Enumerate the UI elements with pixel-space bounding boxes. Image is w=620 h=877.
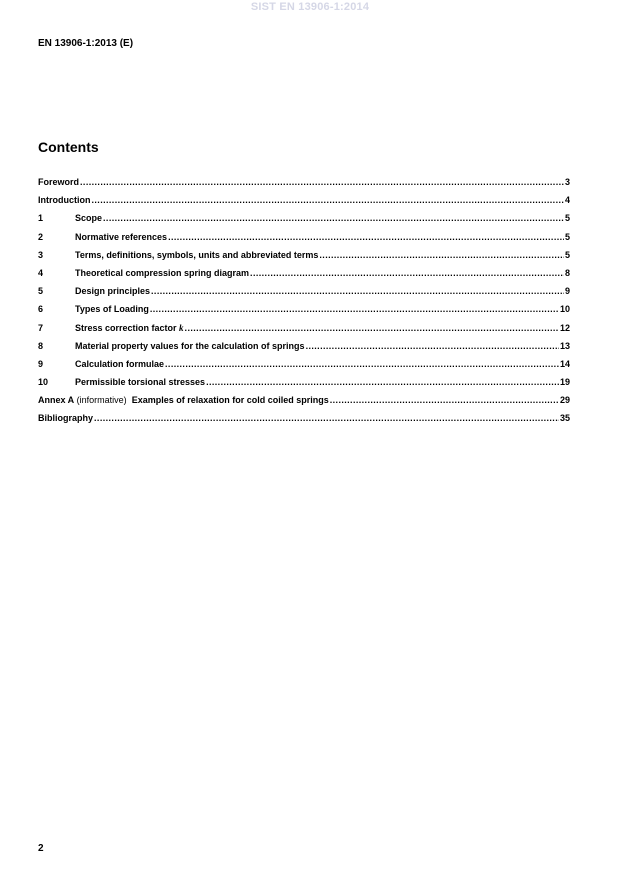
toc-entry-permissible-torsional-stresses[interactable]: [38, 375, 570, 393]
toc-page-number: 9: [564, 286, 570, 297]
toc-entry-stress-correction-factor[interactable]: [38, 321, 570, 339]
toc-entry-introduction[interactable]: [38, 193, 570, 211]
toc-dot-leader: [80, 175, 564, 189]
toc-dot-leader: [306, 339, 559, 353]
toc-page-number: 4: [564, 195, 570, 206]
toc-page-number: 5: [564, 231, 570, 242]
toc-dot-leader: [168, 230, 564, 244]
toc-section-number: 5: [38, 286, 44, 297]
toc-dot-leader: [94, 411, 559, 425]
toc-section-number: 2: [38, 231, 44, 242]
toc-entry-title: Material property values for the calculation of springs: [75, 340, 305, 351]
toc-section-number: 3: [38, 249, 44, 260]
toc-page-number: 35: [559, 413, 570, 424]
toc-page-number: 10: [559, 304, 570, 315]
toc-section-number: 9: [38, 358, 44, 369]
toc-page-number: 12: [559, 322, 570, 333]
toc-dot-leader: [165, 357, 559, 371]
toc-dot-leader: [103, 211, 564, 225]
toc-page-number: 5: [564, 249, 570, 260]
toc-section-number: 8: [38, 340, 44, 351]
toc-section-number: 6: [38, 304, 44, 315]
toc-page-number: 14: [559, 358, 570, 369]
toc-entry-subtitle: Examples of relaxation for cold coiled springs: [131, 395, 329, 406]
toc-page-number: 19: [559, 377, 570, 388]
toc-entry-foreword[interactable]: [38, 175, 570, 193]
toc-entry-title: Design principles: [75, 286, 151, 297]
toc-page-number: 8: [564, 267, 570, 278]
toc-entry-scope[interactable]: [38, 211, 570, 229]
toc-page-number: 29: [559, 395, 570, 406]
toc-dot-leader: [206, 375, 559, 389]
toc-entry-title: Theoretical compression spring diagram: [75, 267, 250, 278]
toc-dot-leader: [330, 393, 559, 407]
toc-entry-normative-references[interactable]: [38, 230, 570, 248]
toc-entry-title: Stress correction factor: [75, 322, 180, 333]
toc-entry-title: Scope: [75, 213, 103, 224]
toc-section-number: 10: [38, 377, 49, 388]
toc-entry-spring-diagram[interactable]: [38, 266, 570, 284]
toc-entry-title-wrapper: [38, 393, 329, 407]
toc-entry-title-wrapper: [75, 321, 184, 335]
toc-entry-calculation-formulae[interactable]: [38, 357, 570, 375]
toc-page-number: 5: [564, 213, 570, 224]
toc-dot-leader: [150, 302, 559, 316]
toc-entry-title: Terms, definitions, symbols, units and abbreviated terms: [75, 249, 319, 260]
toc-entry-title: Calculation formulae: [75, 358, 165, 369]
document-identifier: EN 13906-1:2013 (E): [38, 38, 134, 49]
toc-dot-leader: [185, 321, 559, 335]
page-number: 2: [38, 843, 44, 854]
toc-entry-title: Introduction: [38, 195, 91, 206]
contents-heading: Contents: [38, 139, 99, 155]
toc-entry-title: Foreword: [38, 177, 80, 187]
toc-dot-leader: [250, 266, 564, 280]
toc-page-number: 3: [564, 177, 570, 187]
toc-entry-title: Bibliography: [38, 413, 94, 424]
watermark: SIST EN 13906-1:2014: [250, 1, 370, 13]
toc-entry-bibliography[interactable]: [38, 411, 570, 429]
toc-entry-qualifier: (informative): [74, 395, 132, 406]
toc-entry-title: Permissible torsional stresses: [75, 377, 206, 388]
toc-entry-annex-a[interactable]: [38, 393, 570, 411]
toc-entry-title: Normative references: [75, 231, 168, 242]
table-of-contents: [38, 175, 570, 430]
toc-dot-leader: [319, 248, 564, 262]
toc-entry-title: Annex A: [38, 395, 75, 406]
toc-entry-design-principles[interactable]: [38, 284, 570, 302]
toc-dot-leader: [151, 284, 564, 298]
toc-section-number: 7: [38, 322, 44, 333]
toc-section-number: 1: [38, 213, 44, 224]
toc-entry-symbol: k: [179, 322, 184, 333]
toc-entry-material-property-values[interactable]: [38, 339, 570, 357]
toc-page-number: 13: [559, 340, 570, 351]
toc-entry-types-of-loading[interactable]: [38, 302, 570, 320]
toc-entry-title: Types of Loading: [75, 304, 149, 315]
toc-section-number: 4: [38, 267, 44, 278]
toc-entry-terms-definitions[interactable]: [38, 248, 570, 266]
toc-dot-leader: [92, 193, 564, 207]
